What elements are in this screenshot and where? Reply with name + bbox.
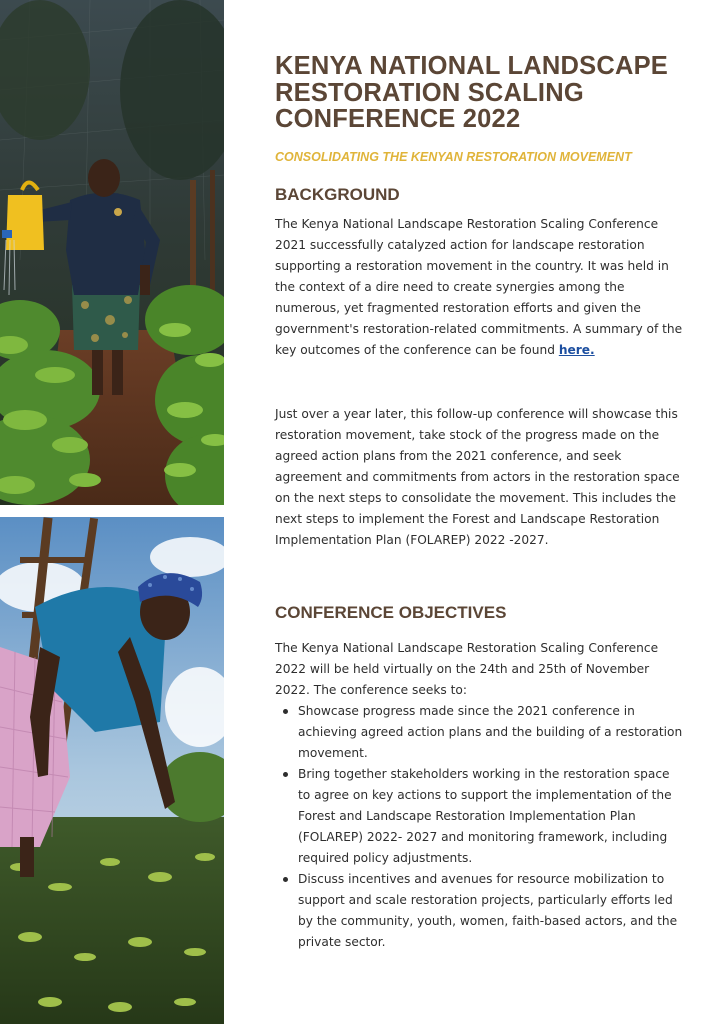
background-paragraph-2: Just over a year later, this follow-up conference will showcase this restoration movement, take stock of the progress made on the agreed action plans from the 2021 conference, and seek agreement and commitments from actors in the restoration space on the next steps to consolidate the movement. This includes the next steps to implement the Forest and Landscape Restoration Implementation Plan (FOLAREP) 2022 -2027. [275, 407, 680, 547]
objective-text: Showcase progress made since the 2021 conference in achieving agreed action plans and the building of a restoration movement. [298, 704, 683, 760]
page-subtitle: CONSOLIDATING THE KENYAN RESTORATION MOVEMENT [275, 150, 632, 164]
objectives-list [275, 701, 685, 953]
objectives-heading: CONFERENCE OBJECTIVES [275, 603, 507, 622]
list-item [275, 764, 685, 869]
bullet-icon [283, 709, 288, 714]
list-item [275, 701, 685, 764]
background-paragraph-1 [275, 214, 685, 361]
list-item [275, 869, 685, 953]
objective-text: Bring together stakeholders working in the restoration space to agree on key actions to support the implementation of the Forest and Landscape Restoration Implementation Plan (FOLAREP) 2022- 2027 and monitoring framework, including required policy adjustments. [298, 767, 672, 865]
objectives-intro: The Kenya National Landscape Restoration Scaling Conference 2022 will be held virtually on the 24th and 25th of November 2022. The conference seeks to: [275, 641, 659, 697]
background-heading: BACKGROUND [275, 185, 400, 204]
seedling-tending-photo [0, 517, 224, 1024]
bullet-icon [283, 877, 288, 882]
bullet-icon [283, 772, 288, 777]
nursery-watering-photo [0, 0, 224, 505]
objective-text: Discuss incentives and avenues for resource mobilization to support and scale restoration projects, particularly efforts led by the community, youth, women, faith-based actors, and the private sector. [298, 872, 678, 949]
page-title: KENYA NATIONAL LANDSCAPE RESTORATION SCALING CONFERENCE 2022 [275, 52, 669, 133]
background-paragraph-1-text: The Kenya National Landscape Restoration Scaling Conference 2021 successfully catalyzed action for landscape restoration supporting a restoration movement in the country. It was held in the context of a dire need to create synergies among the numerous, yet fragmented restoration efforts and given the government's restoration-related commitments. A summary of the key outcomes of the conference can be found [275, 217, 683, 357]
outcomes-summary-link[interactable]: here. [558, 343, 595, 357]
